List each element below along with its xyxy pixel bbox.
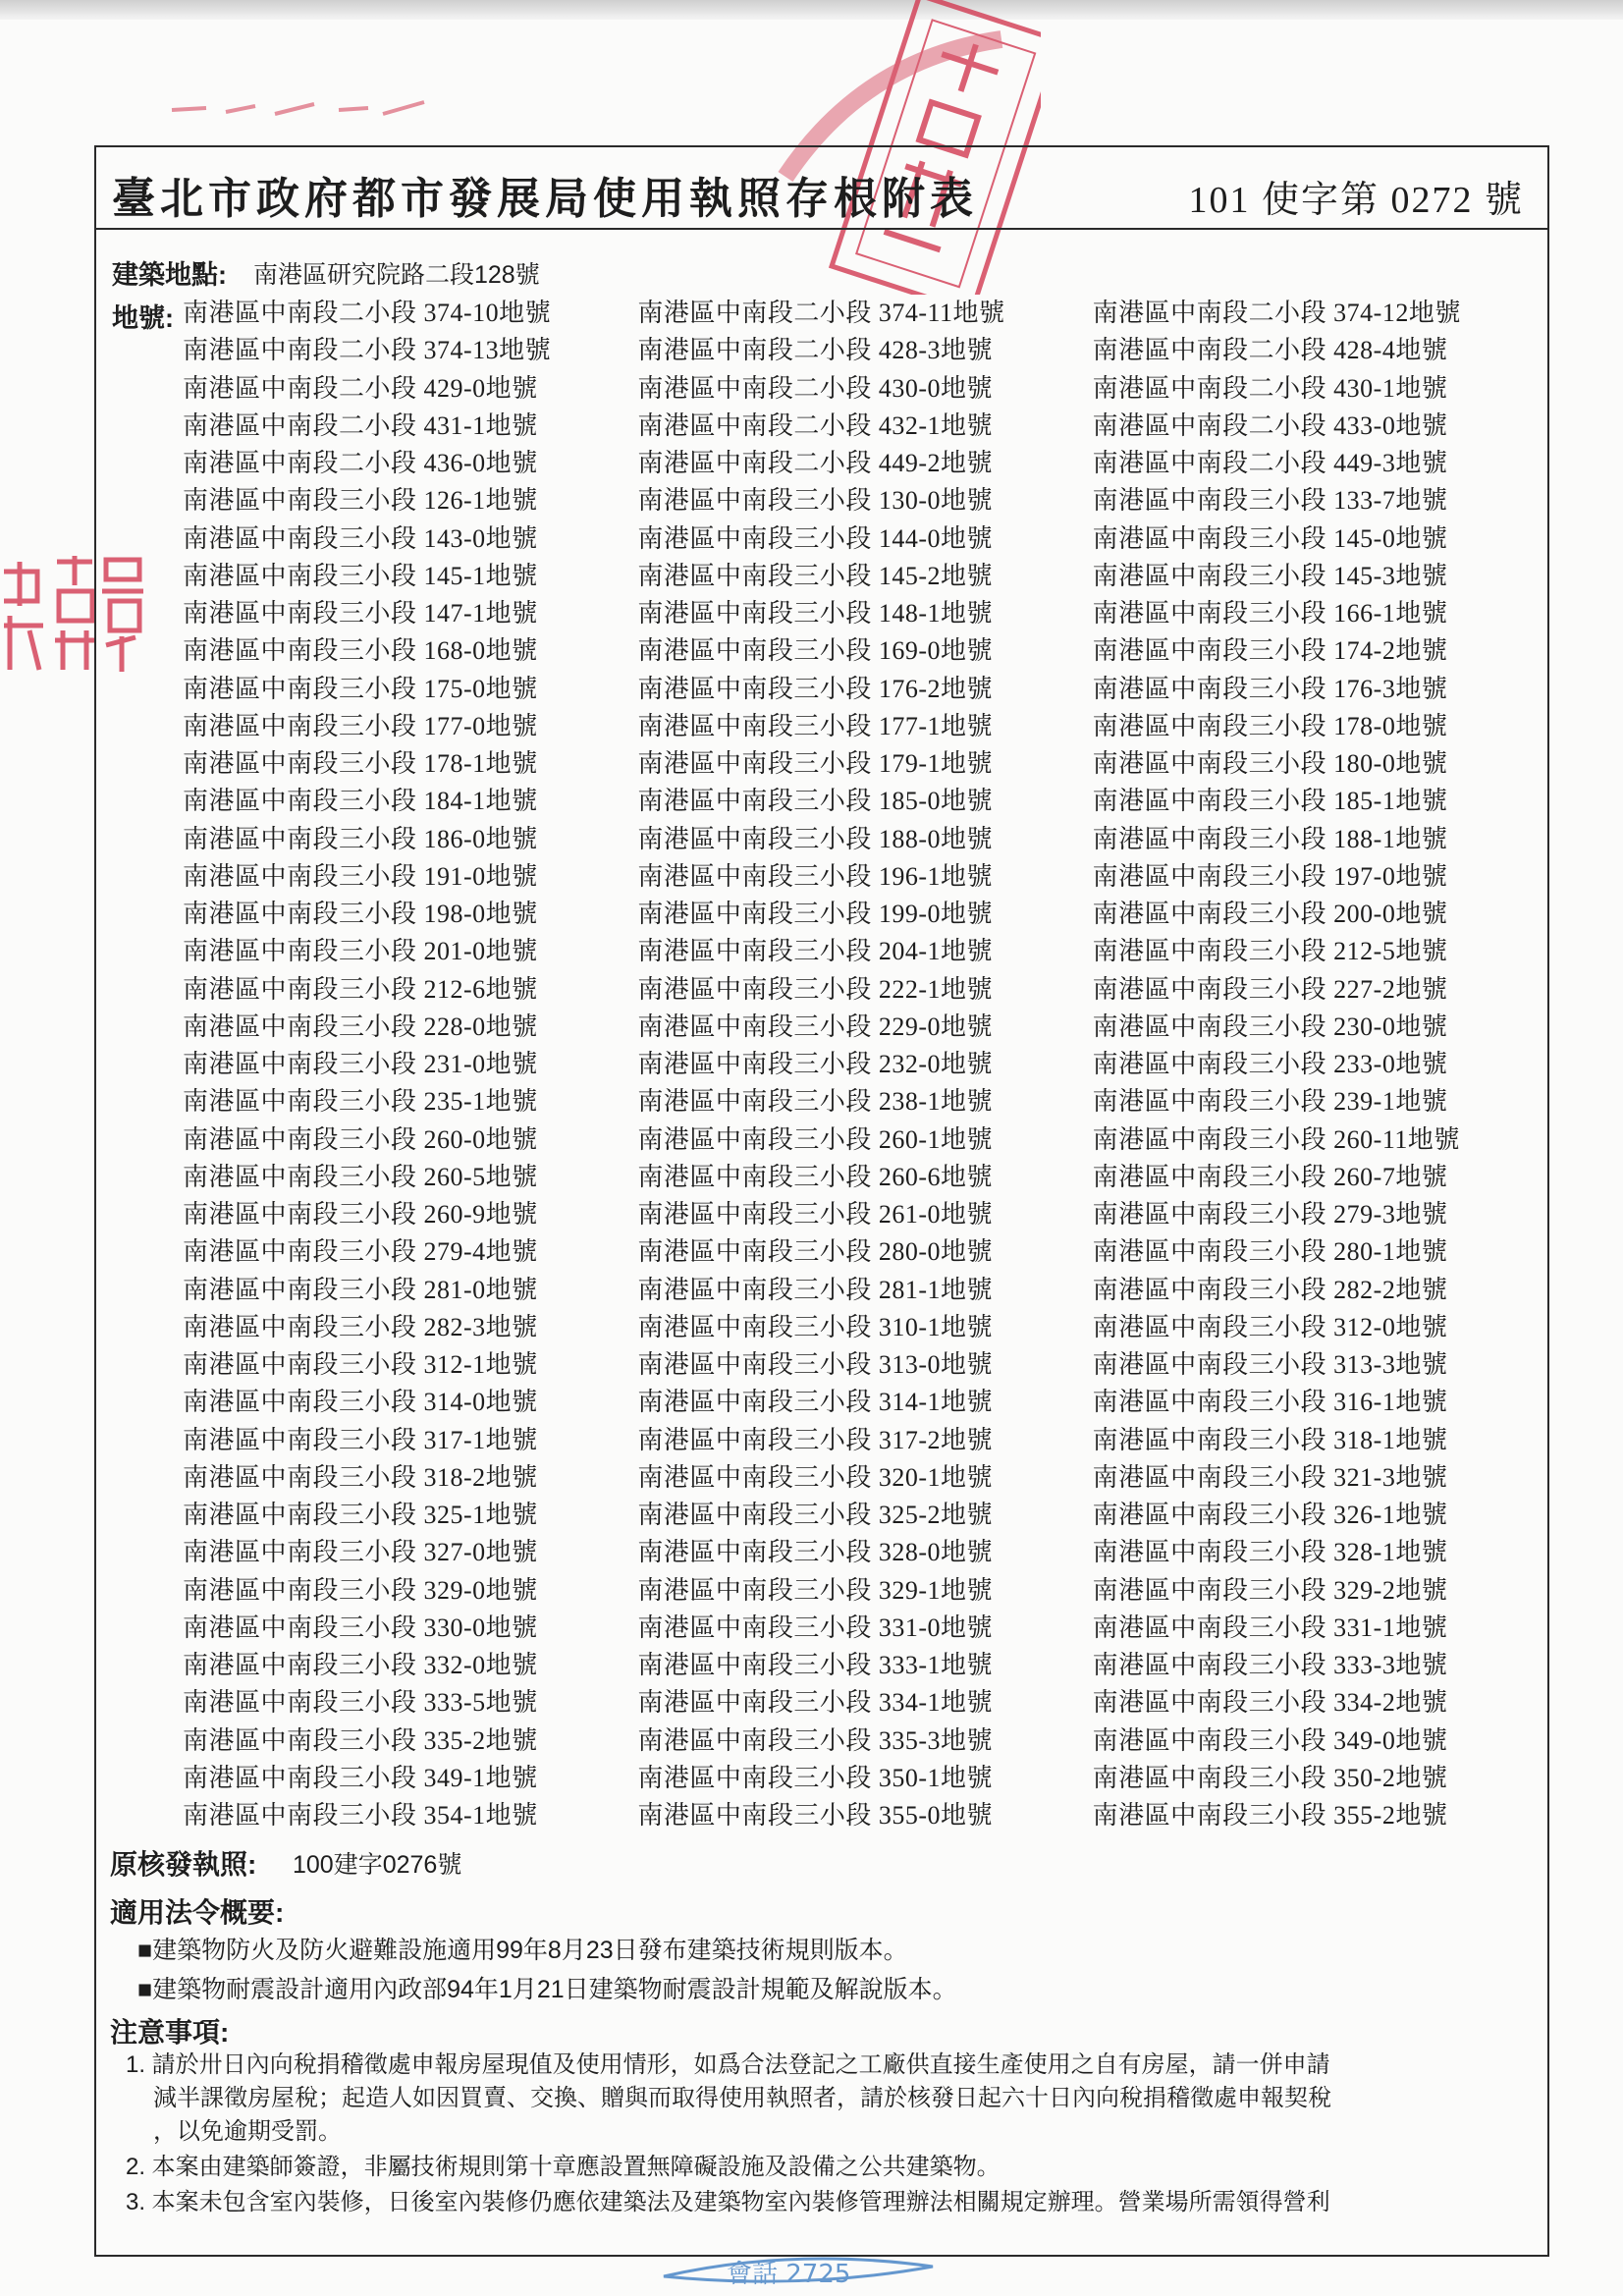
parcel-item: 南港區中南段三小段 196-1地號 <box>637 861 993 891</box>
parcel-item: 南港區中南段三小段 184-1地號 <box>183 787 538 816</box>
note-line: 減半課徵房屋稅；起造人如因買賣、交換、贈與而取得使用執照者，請於核發日起六十日內向稅捐稽徵處申報契稅 <box>153 2085 1331 2111</box>
parcel-item: 南港區中南段三小段 232-0地號 <box>637 1050 993 1078</box>
parcel-item: 南港區中南段二小段 374-13地號 <box>183 336 552 365</box>
parcel-item: 南港區中南段三小段 212-6地號 <box>183 974 538 1004</box>
parcel-row <box>183 1081 1547 1119</box>
title-bar <box>96 147 1547 230</box>
parcel-item: 南港區中南段三小段 281-0地號 <box>183 1275 538 1304</box>
parcel-item: 南港區中南段三小段 312-1地號 <box>183 1350 538 1379</box>
parcel-row <box>183 1194 1547 1231</box>
parcel-item: 南港區中南段三小段 312-0地號 <box>1092 1312 1448 1341</box>
parcel-item: 南港區中南段三小段 176-3地號 <box>1092 674 1448 703</box>
parcel-item: 南港區中南段三小段 329-0地號 <box>183 1575 538 1605</box>
parcel-item: 南港區中南段三小段 212-5地號 <box>1092 937 1448 966</box>
parcel-item: 南港區中南段三小段 177-0地號 <box>183 711 538 740</box>
parcel-item: 南港區中南段三小段 280-1地號 <box>1092 1237 1448 1267</box>
parcel-item: 南港區中南段三小段 231-0地號 <box>183 1050 538 1078</box>
parcel-row <box>183 630 1547 668</box>
blue-stamp-text: 會話 2725 <box>727 2260 851 2289</box>
permit-number: 101 使字第 0272 號 <box>1188 180 1524 221</box>
parcel-item: 南港區中南段三小段 186-0地號 <box>183 824 538 853</box>
parcel-row <box>183 1457 1547 1495</box>
parcel-row <box>183 519 1547 556</box>
parcel-item: 南港區中南段三小段 333-5地號 <box>183 1688 538 1718</box>
parcel-item: 南港區中南段三小段 177-1地號 <box>637 711 993 740</box>
parcel-row <box>183 743 1547 781</box>
parcel-item: 南港區中南段三小段 222-1地號 <box>637 974 993 1004</box>
note-line: 1. 請於卅日內向稅捐稽徵處申報房屋現值及使用情形，如爲合法登記之工廠供直接生產使用之自有房屋，請一併申請 <box>126 2051 1330 2078</box>
parcel-row <box>183 1157 1547 1194</box>
parcel-item: 南港區中南段三小段 320-1地號 <box>637 1462 993 1492</box>
note-line: 3. 本案未包含室內裝修，日後室內裝修仍應依建築法及建築物室內裝修管理辦法相關規定辦理。營業場所需領得營利 <box>126 2189 1330 2215</box>
parcel-item: 南港區中南段三小段 331-1地號 <box>1092 1613 1448 1642</box>
parcel-row <box>183 1495 1547 1532</box>
blue-stamp-bottom <box>656 2241 941 2296</box>
parcel-item: 南港區中南段三小段 188-0地號 <box>637 824 993 853</box>
parcel-item: 南港區中南段二小段 433-0地號 <box>1092 410 1448 440</box>
parcel-row <box>183 1344 1547 1382</box>
parcel-item: 南港區中南段三小段 148-1地號 <box>637 599 993 628</box>
parcel-item: 南港區中南段三小段 355-0地號 <box>637 1801 993 1830</box>
parcel-item: 南港區中南段三小段 318-1地號 <box>1092 1425 1448 1454</box>
parcel-item: 南港區中南段二小段 428-4地號 <box>1092 336 1448 365</box>
note-line: 2. 本案由建築師簽證，非屬技術規則第十章應設置無障礙設施及設備之公共建築物。 <box>126 2154 1001 2180</box>
parcel-row <box>183 781 1547 818</box>
parcel-item: 南港區中南段三小段 279-3地號 <box>1092 1200 1448 1229</box>
parcel-row <box>183 1758 1547 1795</box>
parcel-item: 南港區中南段三小段 178-0地號 <box>1092 711 1448 740</box>
parcel-row <box>183 1231 1547 1269</box>
parcel-item: 南港區中南段三小段 355-2地號 <box>1092 1801 1448 1830</box>
parcel-item: 南港區中南段二小段 431-1地號 <box>183 410 538 440</box>
parcel-item: 南港區中南段三小段 235-1地號 <box>183 1087 538 1117</box>
parcel-row <box>183 1721 1547 1758</box>
parcel-item: 南港區中南段二小段 428-3地號 <box>637 336 993 365</box>
parcel-item: 南港區中南段三小段 282-3地號 <box>183 1312 538 1341</box>
parcel-item: 南港區中南段三小段 179-1地號 <box>637 749 993 778</box>
parcel-item: 南港區中南段三小段 200-0地號 <box>1092 900 1448 928</box>
notes-label: 注意事項: <box>110 2017 230 2048</box>
parcel-item: 南港區中南段二小段 430-1地號 <box>1092 373 1448 403</box>
parcel-item: 南港區中南段二小段 374-11地號 <box>637 299 1005 327</box>
parcel-item: 南港區中南段三小段 333-1地號 <box>637 1651 993 1679</box>
parcel-row <box>183 368 1547 406</box>
parcel-item: 南港區中南段三小段 328-0地號 <box>637 1538 993 1567</box>
parcel-item: 南港區中南段三小段 333-3地號 <box>1092 1651 1448 1679</box>
document-title: 臺北市政府都市發展局使用執照存根附表 <box>112 175 978 223</box>
document-frame <box>94 145 1549 2257</box>
parcel-row <box>183 1007 1547 1044</box>
parcel-row <box>183 931 1547 968</box>
parcel-row <box>183 706 1547 743</box>
parcel-item: 南港區中南段三小段 330-0地號 <box>183 1613 538 1642</box>
parcel-row <box>183 1307 1547 1344</box>
parcel-item: 南港區中南段三小段 228-0地號 <box>183 1011 538 1041</box>
parcel-item: 南港區中南段三小段 325-1地號 <box>183 1501 538 1529</box>
parcel-item: 南港區中南段三小段 145-0地號 <box>1092 523 1448 553</box>
parcel-item: 南港區中南段三小段 260-6地號 <box>637 1162 993 1191</box>
parcel-item: 南港區中南段三小段 126-1地號 <box>183 486 538 516</box>
parcel-item: 南港區中南段三小段 321-3地號 <box>1092 1462 1448 1492</box>
parcel-item: 南港區中南段三小段 349-1地號 <box>183 1763 538 1792</box>
original-permit-label: 原核發執照: <box>110 1849 257 1880</box>
parcel-item: 南港區中南段三小段 230-0地號 <box>1092 1011 1448 1041</box>
parcel-item: 南港區中南段三小段 168-0地號 <box>183 636 538 666</box>
site-label: 建築地點: <box>112 260 227 290</box>
parcel-item: 南港區中南段三小段 233-0地號 <box>1092 1050 1448 1078</box>
parcel-item: 南港區中南段三小段 313-0地號 <box>637 1350 993 1379</box>
parcel-item: 南港區中南段三小段 260-9地號 <box>183 1200 538 1229</box>
parcel-item: 南港區中南段三小段 260-5地號 <box>183 1162 538 1191</box>
parcel-item: 南港區中南段三小段 260-0地號 <box>183 1124 538 1154</box>
parcel-item: 南港區中南段三小段 326-1地號 <box>1092 1501 1448 1529</box>
parcel-item: 南港區中南段三小段 185-1地號 <box>1092 787 1448 816</box>
parcel-item: 南港區中南段三小段 329-1地號 <box>637 1575 993 1605</box>
parcel-list <box>183 293 1547 1832</box>
parcel-item: 南港區中南段三小段 188-1地號 <box>1092 824 1448 853</box>
parcel-item: 南港區中南段三小段 145-2地號 <box>637 561 993 590</box>
parcel-item: 南港區中南段二小段 374-12地號 <box>1092 299 1461 327</box>
parcel-item: 南港區中南段三小段 281-1地號 <box>637 1275 993 1304</box>
parcel-item: 南港區中南段三小段 201-0地號 <box>183 937 538 966</box>
parcel-item: 南港區中南段三小段 229-0地號 <box>637 1011 993 1041</box>
parcel-item: 南港區中南段三小段 318-2地號 <box>183 1462 538 1492</box>
parcel-item: 南港區中南段三小段 314-1地號 <box>637 1388 993 1417</box>
parcel-item: 南港區中南段三小段 185-0地號 <box>637 787 993 816</box>
parcel-item: 南港區中南段二小段 430-0地號 <box>637 373 993 403</box>
parcel-item: 南港區中南段三小段 328-1地號 <box>1092 1538 1448 1567</box>
parcel-item: 南港區中南段三小段 199-0地號 <box>637 900 993 928</box>
parcel-row <box>183 1120 1547 1157</box>
parcel-row <box>183 894 1547 931</box>
parcel-item: 南港區中南段二小段 432-1地號 <box>637 410 993 440</box>
parcel-item: 南港區中南段三小段 325-2地號 <box>637 1501 993 1529</box>
parcel-item: 南港區中南段三小段 174-2地號 <box>1092 636 1448 666</box>
parcel-item: 南港區中南段三小段 260-1地號 <box>637 1124 993 1154</box>
parcel-item: 南港區中南段二小段 374-10地號 <box>183 299 552 327</box>
parcel-row <box>183 1570 1547 1608</box>
law-item: ■建築物防火及防火避難設施適用99年8月23日發布建築技術規則版本。 <box>137 1937 908 1964</box>
parcel-item: 南港區中南段三小段 350-1地號 <box>637 1763 993 1792</box>
parcel-item: 南港區中南段三小段 191-0地號 <box>183 861 538 891</box>
parcel-item: 南港區中南段三小段 349-0地號 <box>1092 1725 1448 1755</box>
parcel-item: 南港區中南段三小段 180-0地號 <box>1092 749 1448 778</box>
parcel-item: 南港區中南段三小段 316-1地號 <box>1092 1388 1448 1417</box>
parcel-item: 南港區中南段三小段 317-1地號 <box>183 1425 538 1454</box>
original-permit-value: 100建字0276號 <box>293 1851 462 1879</box>
parcels-label: 地號: <box>112 303 174 333</box>
parcel-item: 南港區中南段三小段 334-2地號 <box>1092 1688 1448 1718</box>
note-line: ，以免逾期受罰。 <box>153 2118 342 2145</box>
parcel-item: 南港區中南段三小段 198-0地號 <box>183 900 538 928</box>
parcel-item: 南港區中南段三小段 334-1地號 <box>637 1688 993 1718</box>
parcel-row <box>183 293 1547 330</box>
parcel-item: 南港區中南段三小段 282-2地號 <box>1092 1275 1448 1304</box>
parcel-row <box>183 1795 1547 1832</box>
parcel-row <box>183 1682 1547 1720</box>
parcel-row <box>183 443 1547 480</box>
parcel-item: 南港區中南段三小段 147-1地號 <box>183 599 538 628</box>
red-smudge-top-left <box>167 90 432 126</box>
parcel-item: 南港區中南段三小段 329-2地號 <box>1092 1575 1448 1605</box>
parcel-item: 南港區中南段三小段 239-1地號 <box>1092 1087 1448 1117</box>
parcel-row <box>183 819 1547 856</box>
parcel-item: 南港區中南段三小段 204-1地號 <box>637 937 993 966</box>
parcel-item: 南港區中南段三小段 133-7地號 <box>1092 486 1448 516</box>
parcel-row <box>183 480 1547 518</box>
parcel-item: 南港區中南段三小段 144-0地號 <box>637 523 993 553</box>
parcel-item: 南港區中南段二小段 436-0地號 <box>183 449 538 477</box>
parcel-item: 南港區中南段三小段 197-0地號 <box>1092 861 1448 891</box>
parcel-row <box>183 1608 1547 1645</box>
parcel-item: 南港區中南段三小段 335-3地號 <box>637 1725 993 1755</box>
parcel-item: 南港區中南段三小段 166-1地號 <box>1092 599 1448 628</box>
parcel-row <box>183 1532 1547 1569</box>
parcel-item: 南港區中南段三小段 227-2地號 <box>1092 974 1448 1004</box>
parcel-item: 南港區中南段三小段 327-0地號 <box>183 1538 538 1567</box>
parcel-row <box>183 1645 1547 1682</box>
parcel-row <box>183 1420 1547 1457</box>
parcel-row <box>183 669 1547 706</box>
parcel-item: 南港區中南段三小段 145-1地號 <box>183 561 538 590</box>
laws-label: 適用法令概要: <box>110 1897 285 1928</box>
parcel-row <box>183 856 1547 894</box>
parcel-row <box>183 1382 1547 1419</box>
parcel-item: 南港區中南段三小段 354-1地號 <box>183 1801 538 1830</box>
parcel-item: 南港區中南段三小段 261-0地號 <box>637 1200 993 1229</box>
parcel-item: 南港區中南段三小段 314-0地號 <box>183 1388 538 1417</box>
parcel-item: 南港區中南段三小段 313-3地號 <box>1092 1350 1448 1379</box>
parcel-item: 南港區中南段三小段 178-1地號 <box>183 749 538 778</box>
parcel-item: 南港區中南段二小段 429-0地號 <box>183 373 538 403</box>
parcel-row <box>183 406 1547 443</box>
parcel-item: 南港區中南段三小段 280-0地號 <box>637 1237 993 1267</box>
parcel-item: 南港區中南段三小段 310-1地號 <box>637 1312 993 1341</box>
parcel-item: 南港區中南段三小段 279-4地號 <box>183 1237 538 1267</box>
parcel-item: 南港區中南段三小段 143-0地號 <box>183 523 538 553</box>
site-address: 南港區研究院路二段128號 <box>253 261 540 289</box>
parcel-row <box>183 969 1547 1007</box>
parcel-item: 南港區中南段二小段 449-3地號 <box>1092 449 1448 477</box>
parcel-row <box>183 1270 1547 1307</box>
parcel-item: 南港區中南段三小段 350-2地號 <box>1092 1763 1448 1792</box>
parcel-row <box>183 330 1547 367</box>
parcel-item: 南港區中南段三小段 317-2地號 <box>637 1425 993 1454</box>
parcel-item: 南港區中南段三小段 260-11地號 <box>1092 1124 1460 1154</box>
parcel-row <box>183 1044 1547 1081</box>
law-item: ■建築物耐震設計適用內政部94年1月21日建築物耐震設計規範及解說版本。 <box>137 1976 957 2003</box>
parcel-item: 南港區中南段三小段 335-2地號 <box>183 1725 538 1755</box>
parcel-item: 南港區中南段二小段 449-2地號 <box>637 449 993 477</box>
parcel-row <box>183 593 1547 630</box>
parcel-item: 南港區中南段三小段 260-7地號 <box>1092 1162 1448 1191</box>
parcel-item: 南港區中南段三小段 238-1地號 <box>637 1087 993 1117</box>
parcel-row <box>183 556 1547 593</box>
parcel-item: 南港區中南段三小段 332-0地號 <box>183 1651 538 1679</box>
parcel-item: 南港區中南段三小段 169-0地號 <box>637 636 993 666</box>
parcel-item: 南港區中南段三小段 331-0地號 <box>637 1613 993 1642</box>
parcel-item: 南港區中南段三小段 145-3地號 <box>1092 561 1448 590</box>
parcel-item: 南港區中南段三小段 176-2地號 <box>637 674 993 703</box>
parcel-item: 南港區中南段三小段 175-0地號 <box>183 674 538 703</box>
parcel-item: 南港區中南段三小段 130-0地號 <box>637 486 993 516</box>
